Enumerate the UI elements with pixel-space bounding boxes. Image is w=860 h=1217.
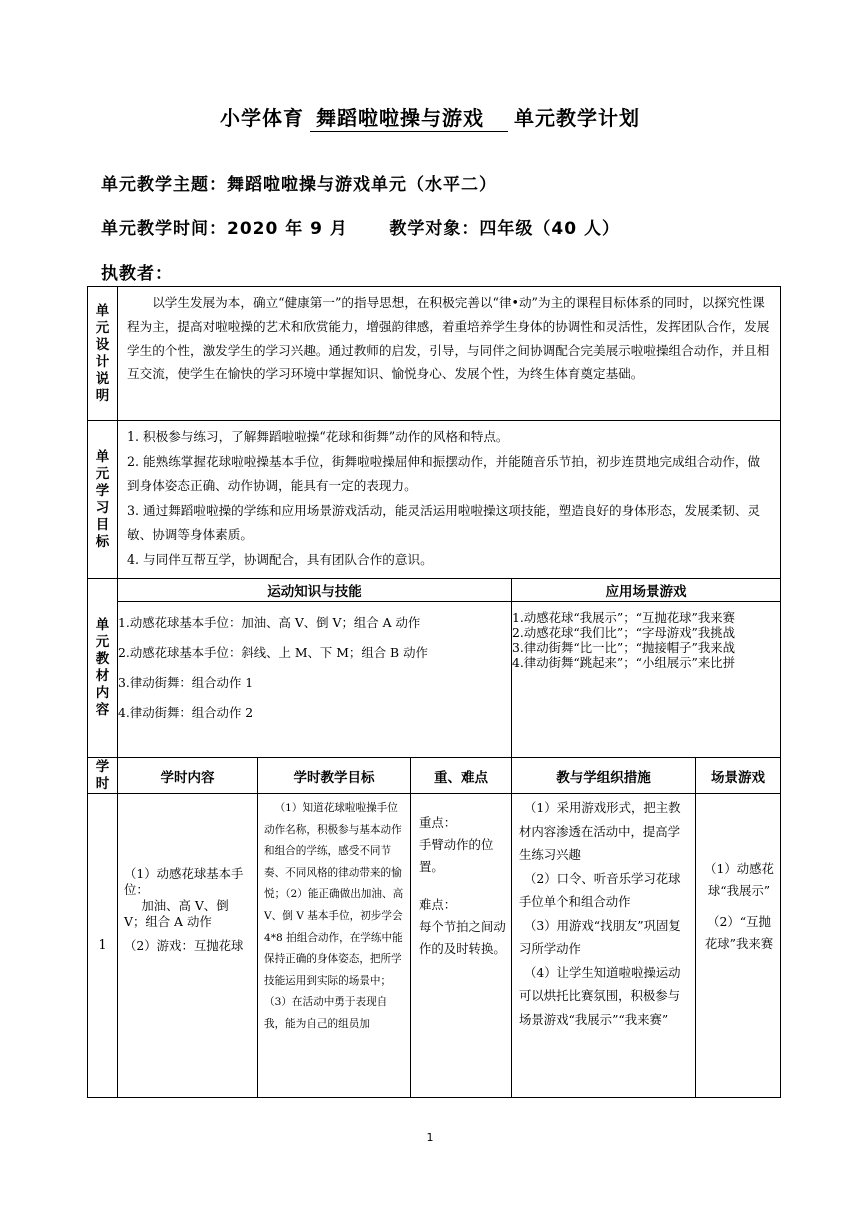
measures-header: 教与学组织措施 xyxy=(512,758,696,794)
lesson-content-line: （1）动感花球基本手位： xyxy=(124,866,244,897)
scene-item: 2.动感花球“我们比”；“字母游戏”我挑战 xyxy=(512,625,736,640)
goal-item: 3. 通过舞蹈啦啦操的学练和应用场景游戏活动，能灵活运用啦啦操这项技能，塑造良好的身体形态，发展柔韧、灵敏、协调等身体素质。 xyxy=(127,502,761,543)
lesson-number: 1 xyxy=(88,794,118,1098)
scene-list xyxy=(512,602,781,758)
design-header: 单元设计说明 xyxy=(88,287,118,421)
key-line xyxy=(419,878,508,894)
col-scene-header: 应用场景游戏 xyxy=(512,579,781,602)
content-header: 学时内容 xyxy=(118,758,258,794)
key-line: 每个节拍之间动作的及时转换。 xyxy=(419,919,506,956)
goals-cell xyxy=(118,421,781,579)
goals-list xyxy=(118,421,780,575)
measure-item: （4）让学生知道啦啦操运动可以烘托比赛氛围，积极参与场景游戏“我展示”“我来赛” xyxy=(519,964,681,1027)
period-header: 学时 xyxy=(88,758,118,794)
lesson-goal: （1）知道花球啦啦操手位动作名称，积极参与基本动作和组合的学练，感受不同节奏、不同风格的律动带来的愉悦；（2）能正确做出加油、高 V、倒 V 基本手位，初步学会 4*8 拍组合动作，在学练中能保持正确的身体姿态，把所学技能运用到实际的场景中；（3）在活动中勇于表现自我，能为自己的组员加 xyxy=(264,802,404,1030)
goal-item: 2. 能熟练掌握花球啦啦操基本手位，街舞啦啦操屈伸和振摆动作，并能随音乐节拍，初步连贯地完成组合动作，做到身体姿态正确、动作协调，能具有一定的表现力。 xyxy=(127,453,761,494)
goals-row xyxy=(88,421,781,579)
page-number: 1 xyxy=(426,1131,434,1144)
materials-header: 单元教材内容 xyxy=(88,579,118,758)
teacher-label: 执教者： xyxy=(101,264,173,284)
goals-header: 单元学习目标 xyxy=(88,421,118,579)
measure-item: （2）口令、听音乐学习花球手位单个和组合动作 xyxy=(519,870,681,909)
scene-header: 场景游戏 xyxy=(696,758,781,794)
scene-item: 3.律动街舞“比一比”；“抛接帽子”我来战 xyxy=(512,640,736,655)
knowledge-item: 1.动感花球基本手位：加油、高 V、倒 V；组合 A 动作 xyxy=(118,615,421,630)
knowledge-list xyxy=(118,602,512,758)
lessons-header-row xyxy=(88,758,781,794)
title-suffix: 单元教学计划 xyxy=(514,106,640,130)
materials-row xyxy=(88,602,781,758)
lesson-content-line: （2）游戏：互抛花球 xyxy=(124,938,244,953)
unit-time-and-target: 单元教学时间：2020 年 9 月 教学对象：四年级（40 人） xyxy=(101,219,620,239)
unit-theme: 单元教学主题：舞蹈啦啦操与游戏单元（水平二） xyxy=(101,175,497,195)
key-line: 手臂动作的位置。 xyxy=(419,837,494,874)
design-row xyxy=(88,287,781,421)
knowledge-item: 3.律动街舞：组合动作 1 xyxy=(118,675,254,690)
materials-header-row xyxy=(88,579,781,602)
key-line: 难点： xyxy=(419,897,457,912)
goal-item: 1. 积极参与练习，了解舞蹈啦啦操“花球和街舞”动作的风格和特点。 xyxy=(127,429,509,444)
knowledge-item: 4.律动街舞：组合动作 2 xyxy=(118,705,254,720)
page-title xyxy=(0,102,860,132)
scene-game: （2）“互抛花球”我来赛 xyxy=(704,914,774,951)
col-knowledge-header: 运动知识与技能 xyxy=(118,579,512,602)
scene-item: 1.动感花球“我展示”；“互抛花球”我来赛 xyxy=(512,610,736,625)
lesson-goal-cell xyxy=(258,794,411,1098)
scene-game: （1）动感花球“我展示” xyxy=(704,861,774,898)
goal-item: 4. 与同伴互帮互学，协调配合，具有团队合作的意识。 xyxy=(127,551,433,567)
title-prefix: 小学体育 xyxy=(220,106,304,130)
title-topic: 舞蹈啦啦操与游戏 xyxy=(310,102,508,132)
scene-item: 4.律动街舞“跳起来”；“小组展示”来比拼 xyxy=(512,655,736,670)
design-text: 以学生发展为本，确立“健康第一”的指导思想，在积极完善以“律•动”为主的课程目标体系的同时，以探究性课程为主，提高对啦啦操的艺术和欣赏能力，增强韵律感，着重培养学生身体的协调性和灵活性，发挥团队合作，发展学生的个性，激发学生的学习兴趣。通过教师的启发，引导，与同伴之间协调配合完美展示啦啦操组合动作，并且相互交流，使学生在愉快的学习环境中掌握知识、愉悦身心、发展个性，为终生体育奠定基础。 xyxy=(127,295,770,382)
lesson-content-cell xyxy=(118,794,258,1098)
knowledge-item: 2.动感花球基本手位：斜线、上 M、下 M；组合 B 动作 xyxy=(118,645,428,660)
lesson-row xyxy=(88,794,781,1098)
lesson-scene-cell xyxy=(696,794,781,1098)
plan-table xyxy=(87,286,781,1098)
goal-header: 学时教学目标 xyxy=(258,758,411,794)
lesson-content-line: 加油、高 V、倒 V；组合 A 动作 xyxy=(124,898,229,929)
design-cell xyxy=(118,287,781,421)
key-line: 重点： xyxy=(419,815,457,830)
measure-item: （1）采用游戏形式，把主教材内容渗透在活动中，提高学生练习兴趣 xyxy=(519,800,681,862)
lesson-measures-cell xyxy=(512,794,696,1098)
measure-item: （3）用游戏“找朋友”巩固复习所学动作 xyxy=(519,917,681,956)
key-header: 重、难点 xyxy=(411,758,512,794)
lesson-key-cell xyxy=(411,794,512,1098)
